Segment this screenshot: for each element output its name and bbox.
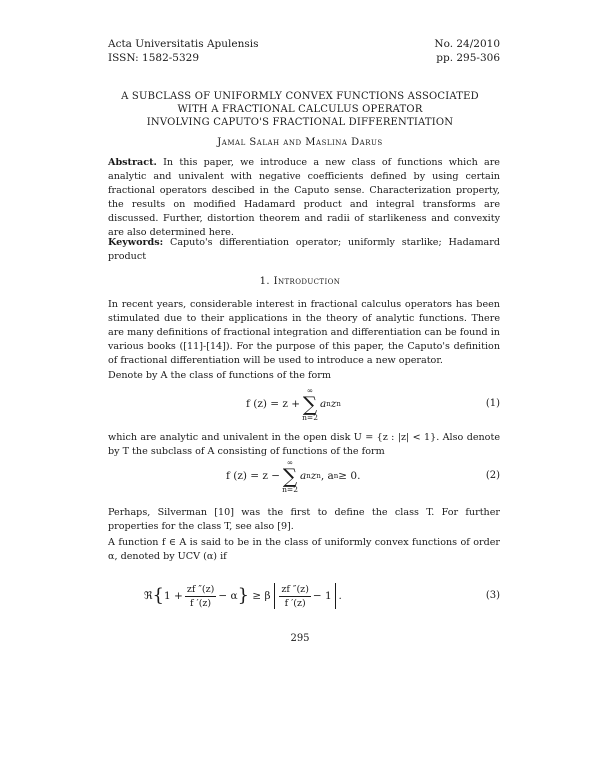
eq2-sum-top: ∞ [286, 457, 294, 467]
ucv-paragraph: A function f ∈ A is said to be in the class of uniformly convex functions of order α, denoted by UCV (α) if [108, 537, 500, 562]
eq1-sum-sign: ∑ [302, 392, 318, 416]
journal-name: Acta Universitatis Apulensis [108, 38, 259, 50]
eq3-fraction-1 [185, 584, 217, 609]
eq2-sum-bottom: n=2 [282, 485, 298, 494]
eq3-abs-right [335, 583, 336, 609]
eq2-tail-sub: n [333, 472, 339, 480]
eq2-lhs: f (z) = z − [226, 470, 281, 482]
eq3-lbrace: { [152, 585, 164, 606]
section-title: 1. Introduction [259, 276, 341, 287]
eq2-number: (2) [485, 470, 500, 481]
title-line-3: INVOLVING CAPUTO'S FRACTIONAL DIFFERENTIATION [146, 117, 454, 128]
eq3-minus-one: − 1 [312, 590, 332, 602]
eq3-rbrace: } [237, 585, 250, 606]
denote-paragraph: Denote by A the class of functions of the form [108, 370, 331, 381]
eq2-tail-rest: ≥ 0. [338, 470, 361, 482]
eq2-sum-sign: ∑ [282, 464, 298, 488]
eq3-period: . [338, 590, 342, 602]
eq3-one-plus: 1 + [164, 590, 183, 602]
eq1-number: (1) [485, 398, 500, 409]
eq3-den-1: f ′(z) [190, 597, 212, 609]
eq2-tail: , a [320, 470, 334, 482]
eq2-sub: n [306, 472, 311, 480]
abstract [108, 156, 500, 240]
keywords-label: Keywords: [108, 237, 164, 248]
eq3-re: ℜ [144, 590, 153, 602]
eq3-num-1: zf ″(z) [186, 583, 215, 595]
eq3-den-2: f ′(z) [284, 597, 306, 609]
issn: ISSN: 1582-5329 [108, 52, 200, 64]
keywords-text: Caputo's differentiation operator; uniformly starlike; Hadamard product [108, 237, 500, 262]
abstract-label: Abstract. [108, 157, 157, 168]
page-range: pp. 295-306 [436, 52, 500, 64]
title-line-2: WITH A FRACTIONAL CALCULUS OPERATOR [177, 104, 423, 115]
eq3-number: (3) [485, 590, 500, 601]
eq2-sum [282, 459, 298, 494]
eq3-num-2: zf ″(z) [281, 583, 309, 595]
eq1-sum [302, 387, 318, 422]
eq3-abs-left [274, 583, 275, 609]
eq2-sup: n [316, 472, 321, 480]
page-number: 295 [290, 633, 310, 644]
eq1-var: z [330, 398, 337, 410]
intro-paragraph: In recent years, considerable interest in fractional calculus operators has been stimulated due to their applications in the theory of analytic functions. There are many definitions of fractional integration and differentiation can be found in various books ([11]-[14]). For the purpose of this paper, the Caputo's definition of fractional differentiation will be used to introduce a new operator. [108, 299, 500, 366]
eq1-sup: n [336, 400, 341, 408]
eq2-term: a [299, 470, 307, 482]
eq3-minus-alpha: − α [218, 590, 238, 602]
eq1-sum-top: ∞ [306, 385, 314, 395]
eq3-ge-beta: ≥ β [252, 590, 271, 602]
title-line-1: A SUBCLASS OF UNIFORMLY CONVEX FUNCTIONS ASSOCIATED [121, 91, 479, 102]
equation-1 [108, 384, 500, 424]
eq1-term: a [319, 398, 327, 410]
issue-number: No. 24/2010 [434, 38, 500, 50]
eq1-sum-bottom: n=2 [302, 413, 318, 422]
silverman-paragraph: Perhaps, Silverman [10] was the first to define the class T. For further properties for the class T, see also [9]. [108, 507, 500, 532]
authors: Jamal Salah and Maslina Darus [217, 137, 383, 148]
analytic-paragraph: which are analytic and univalent in the open disk U = {z : |z| < 1}. Also denote by T the subclass of A consisting of functions of the form [108, 432, 500, 457]
abstract-text: In this paper, we introduce a new class of functions which are analytic and univalent with negative coefficients defined by using certain fractional operators descibed in the Caputo sense. Characterization property, the results on modified Hadamard product and integral transforms are discussed. Further, distortion theorem and radii of starlikeness and convexity are also determined here. [108, 157, 500, 238]
eq1-lhs: f (z) = z + [246, 398, 301, 410]
eq3-fraction-2 [279, 584, 311, 609]
eq1-sub: n [326, 400, 331, 408]
equation-2 [108, 456, 500, 496]
keywords [108, 236, 500, 264]
eq2-var: z [310, 470, 317, 482]
equation-3 [108, 576, 500, 616]
